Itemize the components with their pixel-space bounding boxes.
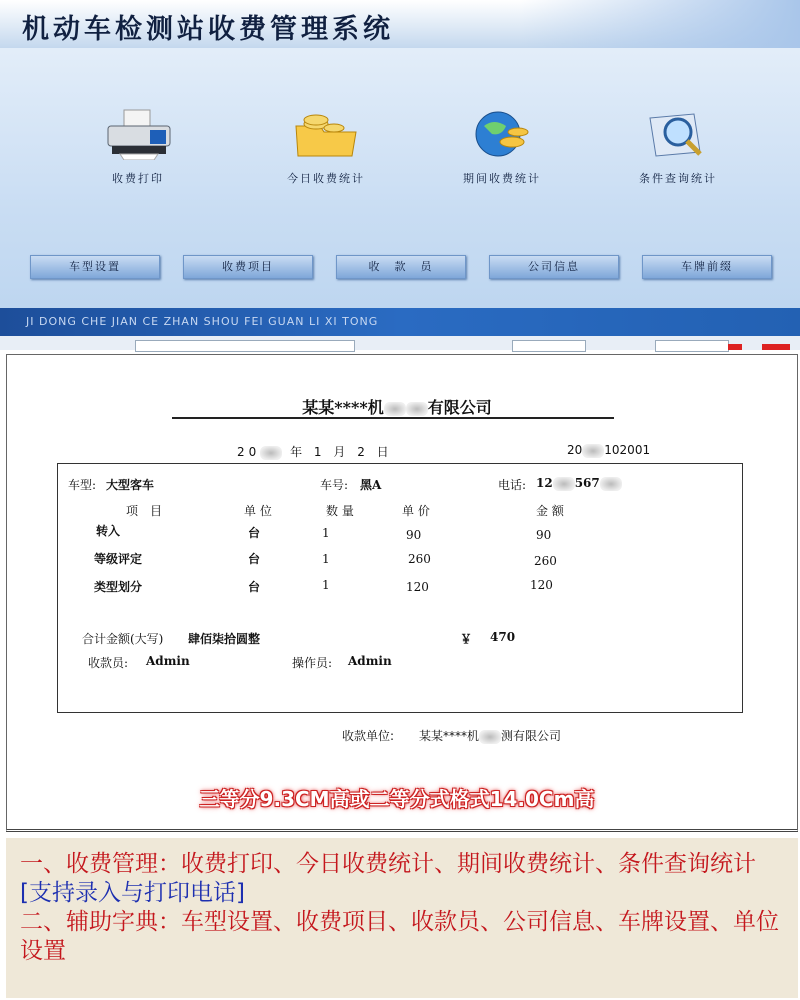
description-highlight: [支持录入与打印电话]	[20, 880, 245, 906]
row-amount: 90	[536, 528, 552, 542]
redacted-mark	[260, 446, 282, 460]
payee-name	[419, 727, 561, 744]
operator-label: 操作员:	[292, 656, 333, 670]
pinyin-footer-bar	[0, 308, 800, 336]
nav-vehicle-type-button[interactable]: 车型设置	[30, 255, 160, 279]
row-unit: 台	[248, 580, 261, 594]
module-today-stats-button[interactable]	[256, 108, 396, 198]
operator-value: Admin	[348, 654, 392, 668]
redacted-mark	[479, 730, 501, 744]
total-words: 肆佰柒拾圆整	[188, 632, 261, 646]
total-label: 合计金额(大写)	[82, 632, 164, 646]
payee-prefix: 某某****机	[419, 729, 480, 743]
row-price: 120	[406, 580, 429, 594]
serial-suffix: 102001	[604, 443, 651, 457]
nav-cashier-button[interactable]: 收 款 员	[336, 255, 466, 279]
description-text-1: 一、收费管理：收费打印、今日收费统计、期间收费统计、条件查询统计	[20, 851, 756, 877]
row-qty: 1	[322, 526, 330, 540]
format-caption: 三等分9.3CM高或二等分式格式14.0Cm高	[199, 787, 595, 811]
header-amount: 金 额	[536, 504, 564, 518]
plate-label: 车号:	[320, 478, 349, 492]
header-unit: 单 位	[244, 504, 272, 518]
company-name	[7, 395, 787, 418]
row-item: 转入	[96, 524, 121, 538]
module-query-stats-button[interactable]	[608, 108, 748, 198]
title-bar	[0, 0, 800, 48]
printer-icon	[98, 108, 178, 160]
module-period-stats-button[interactable]	[432, 108, 572, 198]
row-unit: 台	[248, 552, 261, 566]
row-qty: 1	[322, 552, 330, 566]
magnifier-icon	[638, 108, 718, 160]
form-field[interactable]	[135, 340, 355, 352]
cashier-value: Admin	[146, 654, 190, 668]
row-item: 类型划分	[94, 580, 143, 594]
pinyin-footer-text: JI DONG CHE JIAN CE ZHAN SHOU FEI GUAN LI XI TONG	[26, 315, 379, 328]
description-line-2: 二、辅助字典：车型设置、收费项目、收款员、公司信息、车牌设置、单位设置	[20, 909, 779, 964]
total-currency-symbol: ￥	[460, 632, 473, 646]
header-qty: 数 量	[326, 504, 354, 518]
payee-suffix: 测有限公司	[501, 729, 562, 743]
plate-value: 黑A	[360, 478, 382, 492]
title-bar-gradient	[520, 0, 800, 48]
receipt-inner-box	[57, 463, 743, 713]
feature-description	[6, 838, 798, 998]
receipt-date	[237, 443, 393, 460]
row-qty: 1	[322, 578, 330, 592]
row-price: 90	[406, 528, 422, 542]
redacted-mark	[582, 444, 604, 458]
form-strip	[0, 336, 800, 350]
nav-company-info-button[interactable]: 公司信息	[489, 255, 619, 279]
vehicle-type-value: 大型客车	[106, 478, 155, 492]
globe-coins-icon	[462, 108, 542, 160]
module-label: 收费打印	[112, 172, 164, 185]
total-number: 470	[490, 630, 516, 644]
header-price: 单 价	[402, 504, 430, 518]
description-line-1	[20, 850, 784, 908]
app-title: 机动车检测站收费管理系统	[22, 14, 394, 45]
red-marker	[762, 344, 790, 350]
receipt-serial	[567, 443, 650, 458]
row-unit: 台	[248, 526, 261, 540]
module-label: 条件查询统计	[639, 172, 717, 185]
red-marker	[728, 344, 742, 350]
form-field[interactable]	[655, 340, 729, 352]
serial-prefix: 20	[567, 443, 583, 457]
phone-label: 电话:	[498, 478, 527, 492]
nav-fee-items-button[interactable]: 收费项目	[183, 255, 313, 279]
phone-value	[536, 476, 622, 491]
phone-suffix: 567	[574, 476, 600, 490]
module-label: 期间收费统计	[463, 172, 541, 185]
receipt-preview	[6, 354, 798, 832]
cashier-label: 收款员:	[88, 656, 129, 670]
date-prefix: 20	[237, 445, 261, 459]
row-item: 等级评定	[94, 552, 143, 566]
module-label: 今日收费统计	[287, 172, 365, 185]
app-window	[0, 0, 800, 350]
redacted-mark	[384, 402, 406, 416]
module-fee-print-button[interactable]	[68, 108, 208, 198]
row-amount: 260	[534, 554, 557, 568]
row-price: 260	[408, 552, 431, 566]
redacted-mark	[406, 402, 428, 416]
company-underline	[172, 417, 614, 419]
company-name-prefix: 某某****机	[302, 398, 384, 417]
payee-label: 收款单位:	[342, 729, 395, 743]
coins-folder-icon	[286, 108, 366, 160]
nav-plate-prefix-button[interactable]: 车牌前缀	[642, 255, 772, 279]
redacted-mark	[600, 477, 622, 491]
phone-prefix: 12	[536, 476, 553, 490]
row-amount: 120	[530, 578, 553, 592]
date-rest: 年 1 月 2 日	[290, 445, 393, 459]
vehicle-type-label: 车型:	[68, 478, 97, 492]
redacted-mark	[553, 477, 575, 491]
company-name-suffix: 有限公司	[427, 398, 492, 417]
form-field[interactable]	[512, 340, 586, 352]
header-item: 项 目	[126, 504, 163, 518]
